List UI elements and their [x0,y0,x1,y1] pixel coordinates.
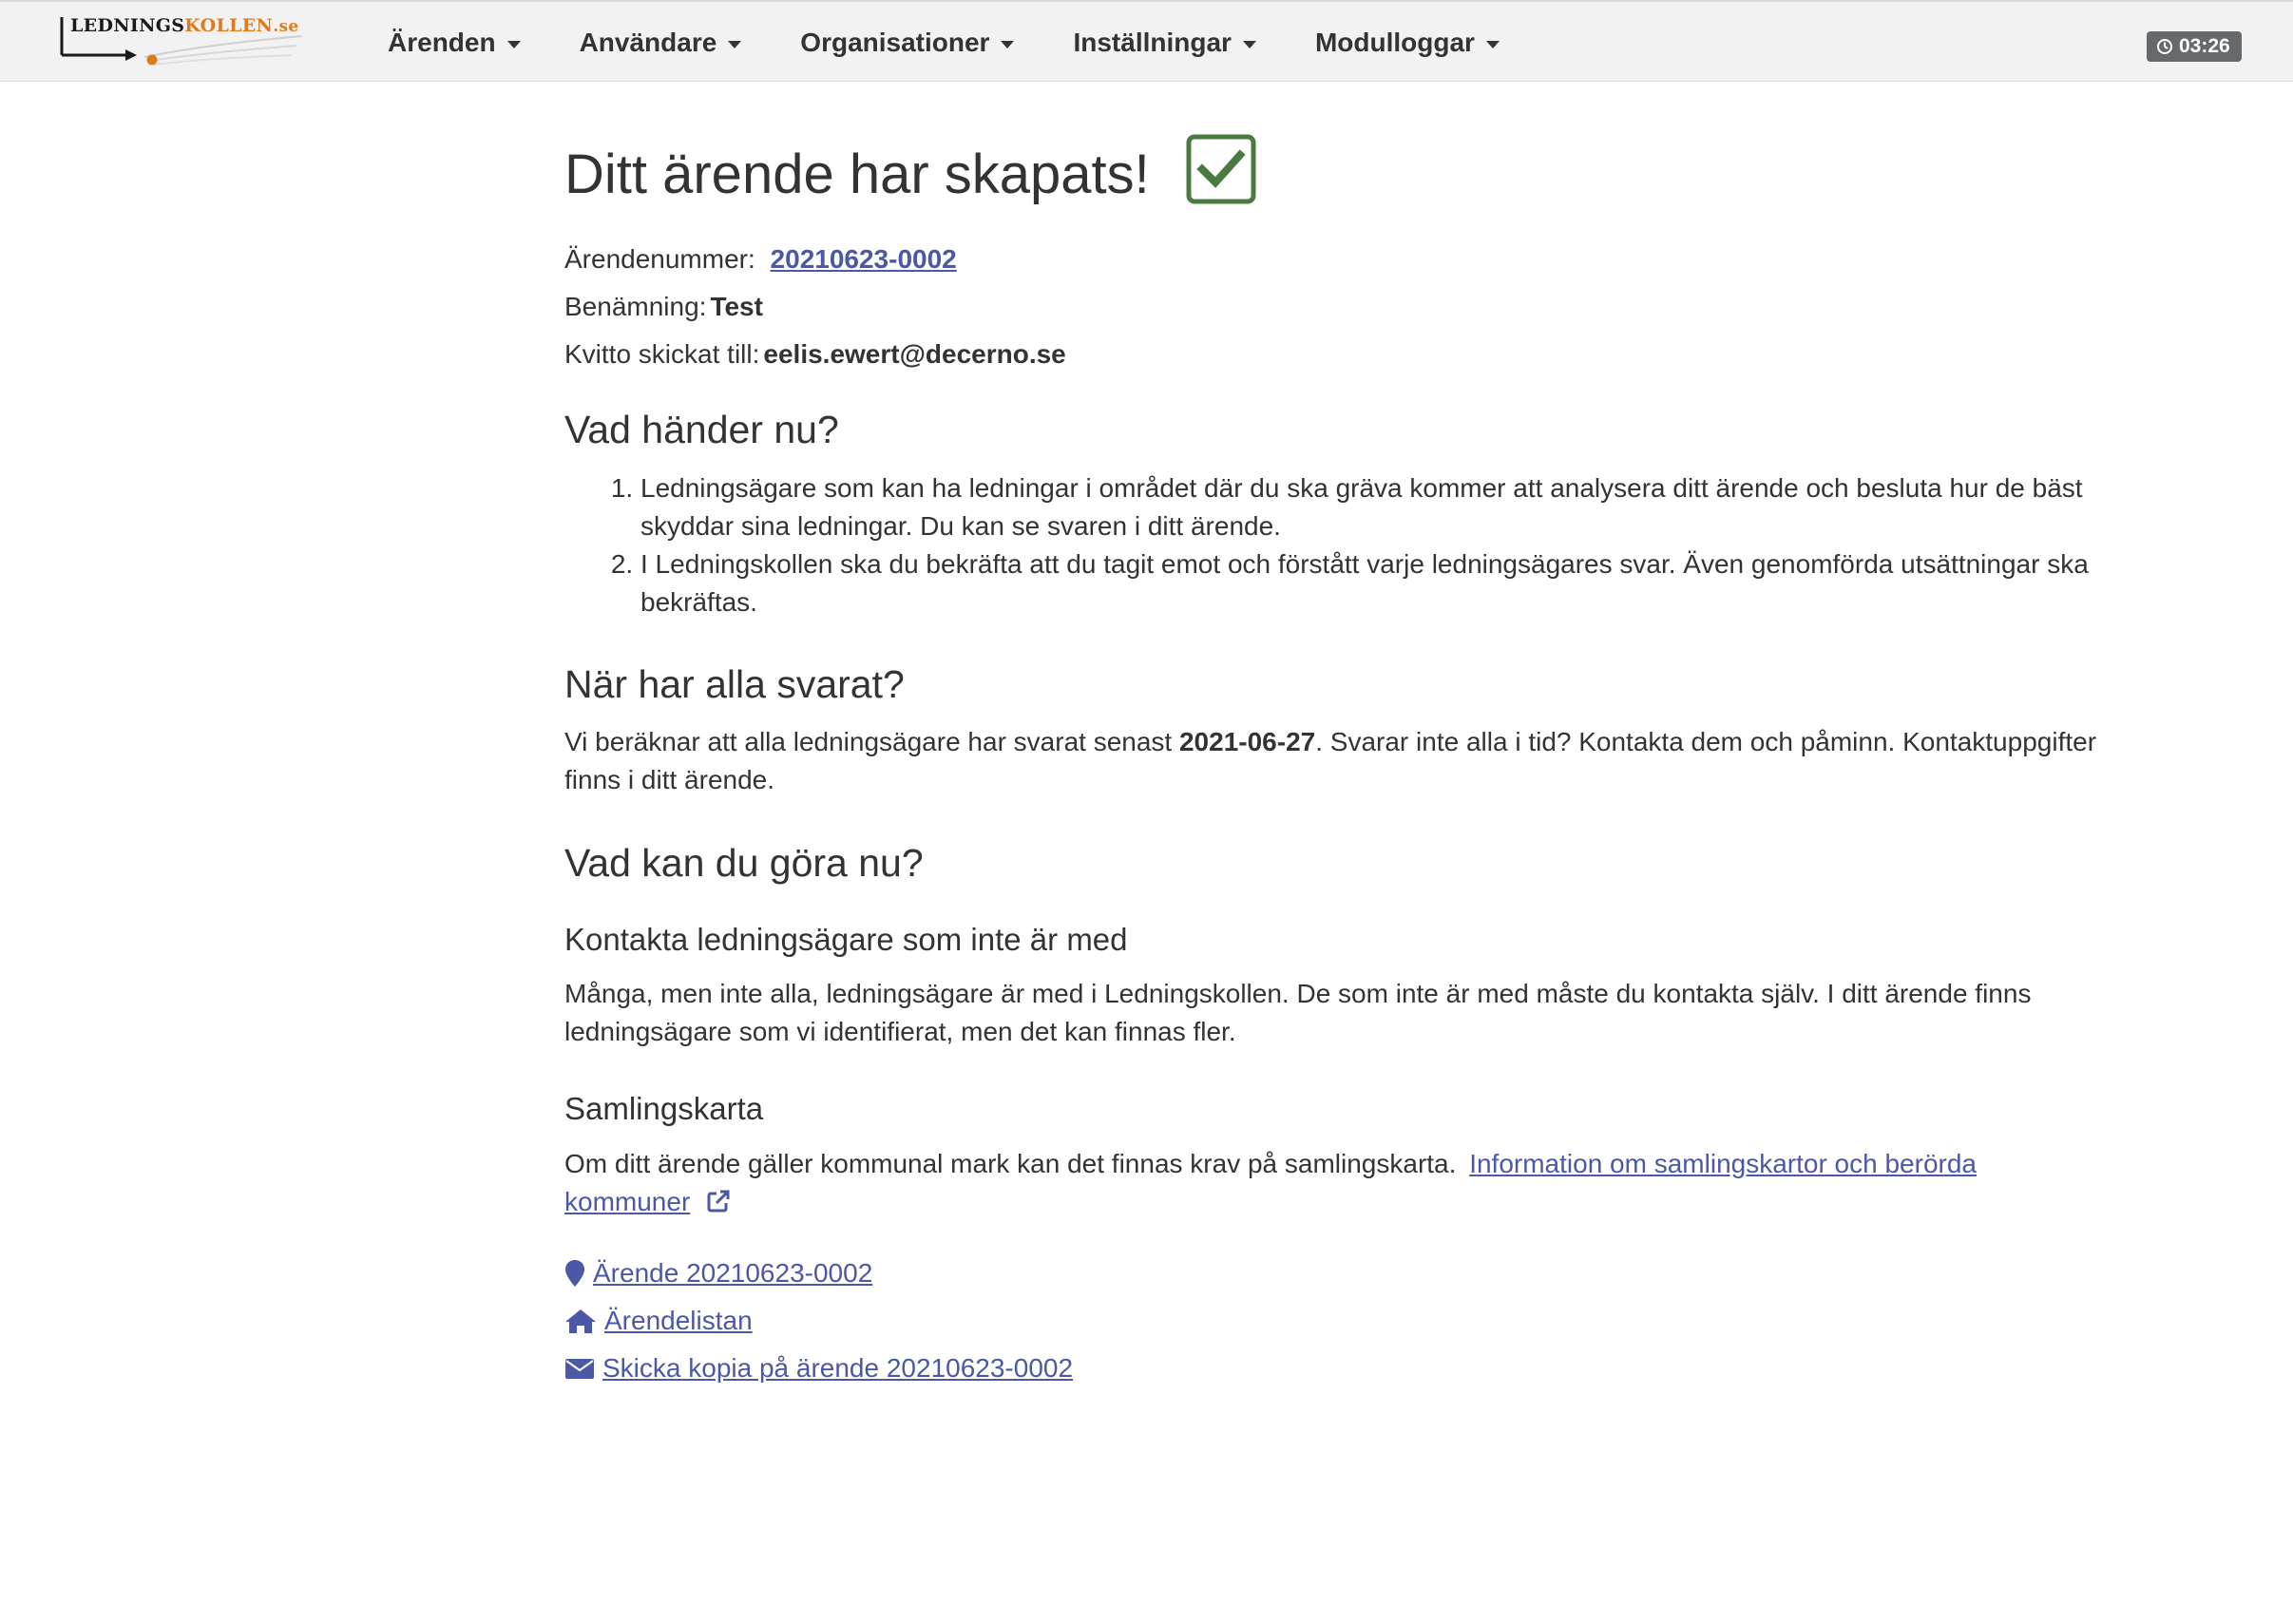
case-list-link[interactable]: Ärendelistan [604,1306,753,1335]
caret-down-icon [507,41,521,48]
logo-text [70,15,298,36]
timer-value: 03:26 [2179,35,2230,57]
nav-item-label: Användare [579,28,717,57]
nav-item-organisationer[interactable] [800,28,1014,58]
nav-item-label: Modulloggar [1314,28,1475,57]
case-number-label: Ärendenummer: [564,244,755,274]
title-row [564,143,2104,205]
check-square-icon [1186,134,1256,204]
main-content [564,82,2104,1392]
nav-item-anvandare[interactable] [580,28,742,58]
caret-down-icon [1486,41,1500,48]
send-copy-link-row [564,1345,2104,1392]
case-name-line [564,283,2104,331]
contact-owners-text: Många, men inte alla, ledningsägare är med i Ledningskollen. De som inte är med måste du kontakta själv. I ditt ärende finns ledningsägare som vi identifierat, men det kan finnas fler. [564,979,2032,1046]
home-icon [564,1308,597,1334]
receipt-label: Kvitto skickat till: [564,339,760,369]
nav-menu [388,2,1558,84]
bottom-links [564,1250,2104,1392]
case-link[interactable]: Ärende 20210623-0002 [593,1258,873,1288]
case-name-value: Test [710,292,763,321]
map-marker-icon [564,1259,585,1288]
list-item: 2. I Ledningskollen ska du bekräfta att du tagit emot och förstått varje ledningsägares svar. Även genomförda utsättningar ska bekräftas. [640,545,2104,621]
page-title: Ditt ärende har skapats! [564,143,1150,205]
external-link-icon[interactable] [705,1188,732,1214]
when-answered-text [564,723,2104,799]
next-steps-list [564,469,2104,621]
clock-icon [2156,38,2173,55]
nav-item-installningar[interactable] [1073,28,1255,58]
logo-text-part2: KOLLEN [184,15,274,36]
caret-down-icon [728,41,741,48]
collection-map-description: Om ditt ärende gäller kommunal mark kan det finnas krav på samlingskarta. [564,1149,1464,1178]
what-happens-heading: Vad händer nu? [564,408,839,451]
top-navbar [0,0,2293,82]
logo-text-part3: .se [273,17,299,36]
caret-down-icon [1243,41,1256,48]
when-answered-text-after: . Svarar inte alla i tid? Kontakta dem och påminn. Kontaktuppgifter finns i ditt ärende. [564,727,2097,794]
receipt-line [564,331,2104,378]
case-number-line [564,236,2104,283]
ledningskollen-logo[interactable] [59,13,308,68]
list-item: 1. Ledningsägare som kan ha ledningar i området där du ska gräva kommer att analysera ditt ärende och besluta hur de bäst skyddar sina ledningar. Du kan se svaren i ditt ärende. [640,469,2104,545]
logo-text-part1: LEDNINGS [70,15,185,36]
estimated-answer-date: 2021-06-27 [1178,727,1316,756]
case-number-link[interactable]: 20210623-0002 [770,244,957,274]
what-can-you-do-heading: Vad kan du göra nu? [564,841,924,885]
send-copy-link[interactable]: Skicka kopia på ärende 20210623-0002 [602,1353,1074,1383]
case-link-row [564,1250,2104,1297]
collection-map-text [564,1145,2104,1221]
nav-item-arenden[interactable] [388,28,521,58]
session-timer-badge [2147,31,2242,62]
nav-item-modulloggar[interactable] [1315,28,1500,58]
nav-item-label: Inställningar [1073,28,1232,57]
receipt-email: eelis.ewert@decerno.se [763,339,1066,369]
case-name-label: Benämning: [564,292,707,321]
nav-item-label: Ärenden [388,28,496,57]
when-answered-text-before: Vi beräknar att alla ledningsägare har svarat senast [564,727,1179,756]
envelope-icon [564,1357,595,1380]
collection-map-heading: Samlingskarta [564,1091,764,1126]
case-info [564,236,2104,378]
when-answered-heading: När har alla svarat? [564,662,905,706]
collection-map-link-text-1: Information om samlingskartor och berörda [1469,1149,1977,1178]
collection-map-link-text-2: kommuner [564,1187,691,1216]
contact-owners-heading: Kontakta ledningsägare som inte är med [564,922,1128,957]
caret-down-icon [1001,41,1014,48]
nav-item-label: Organisationer [800,28,990,57]
case-list-link-row [564,1297,2104,1345]
